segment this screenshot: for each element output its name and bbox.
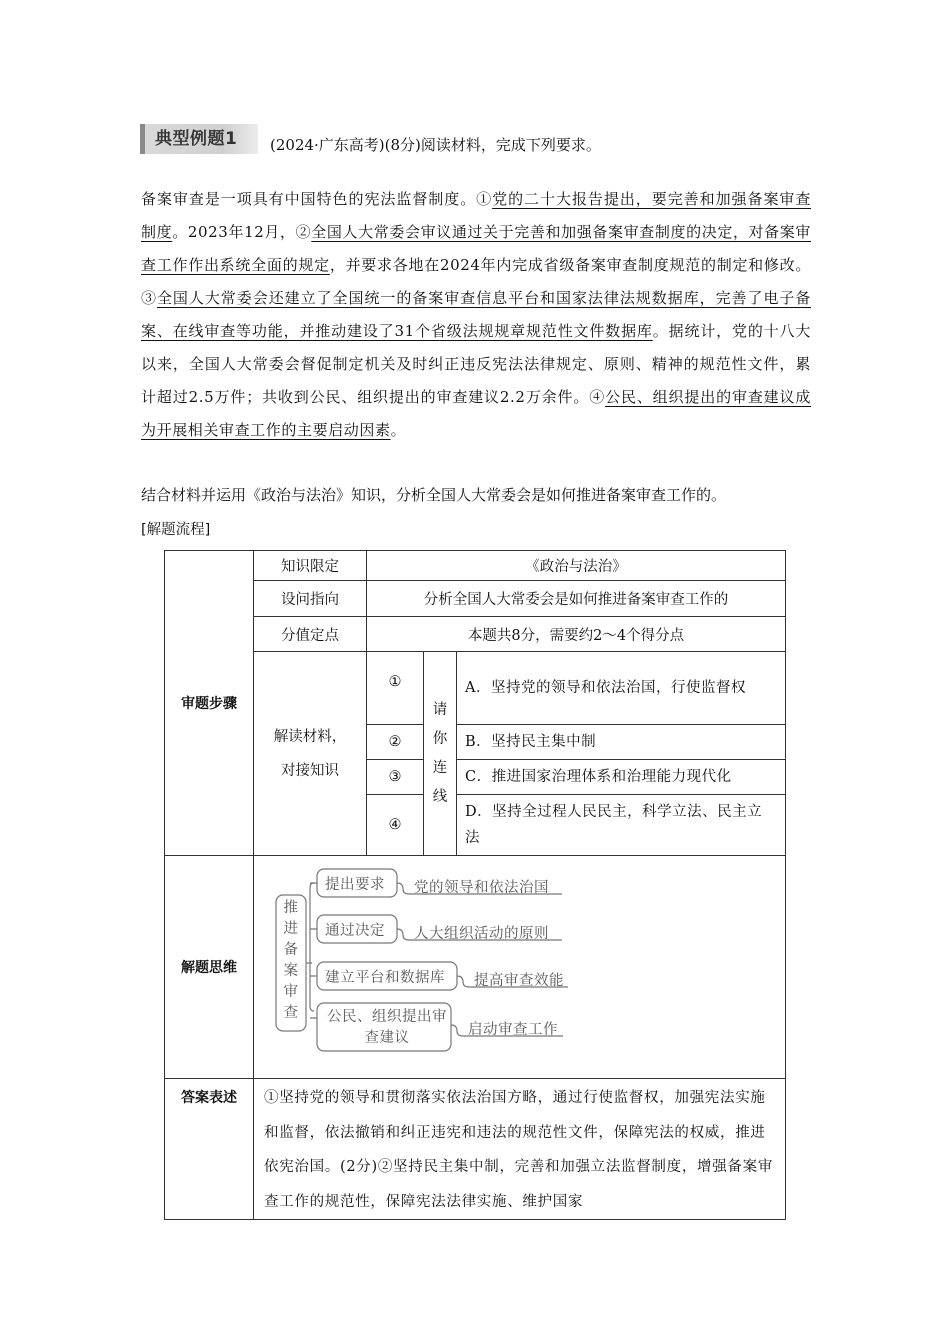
material-text: 备案审查是一项具有中国特色的宪法监督制度。① (141, 190, 493, 208)
branch-stubs (310, 883, 317, 1018)
mindmap-leaf: 人大组织活动的原则 (414, 926, 549, 942)
option-c: C．推进国家治理体系和治理能力现代化 (457, 760, 786, 795)
option-b: B．坚持民主集中制 (457, 725, 786, 760)
interpret-label: 解读材料，对接知识 (254, 652, 367, 856)
mindmap (254, 856, 785, 1078)
mindmap-node: 建立平台和数据库 (325, 970, 445, 986)
answer-text: ①坚持党的领导和贯彻落实依法治国方略，通过行使监督权，加强宪法实施和监督，依法撤销和纠正违宪和违法的规范性文件，保障宪法的权威，推进依宪治国。(2分)②坚持民主集中制，完善和加强立法监督制度，增强备案审查工作的规范性，保障宪法法律实施、维护国家 (254, 1079, 786, 1220)
material-text: ，并要求各地在2024年内完成省级备案审查制度规范的制定和修改。③ (141, 256, 811, 307)
question-prompt: 结合材料并运用《政治与法治》知识，分析全国人大常委会是如何推进备案审查工作的。 (141, 486, 727, 504)
material-paragraph (141, 183, 811, 447)
material-text: 。 (390, 421, 407, 439)
solution-flow-table (164, 550, 786, 1220)
underlined-point-2: 全国人大常委会审议通过关于完善和加强备案审查制度的决定，对备案审查工作作出系统全面的规定 (141, 223, 812, 274)
row-key: 设问指向 (254, 581, 367, 617)
row-key: 知识限定 (254, 551, 367, 581)
connect-label (424, 652, 457, 856)
material-number: ② (367, 725, 424, 760)
material-number: ③ (367, 760, 424, 795)
underlined-point-1: 党的二十大报告提出，要完善和加强备案审查制度 (141, 190, 811, 241)
question-source: (2024·广东高考)(8分)阅读材料，完成下列要求。 (270, 136, 601, 154)
row-value: 分析全国人大常委会是如何推进备案审查工作的 (367, 581, 786, 617)
example-badge: 典型例题1 (140, 124, 258, 154)
material-text: 。2023年12月，② (172, 223, 312, 241)
branch-brace (306, 883, 314, 1011)
mindmap-leaf: 启动审查工作 (468, 1022, 558, 1038)
material-number: ④ (367, 795, 424, 856)
connect-text: 请你连线 (432, 701, 448, 805)
answer-label: 答案表述 (165, 1079, 254, 1220)
row-value: 《政治与法治》 (367, 551, 786, 581)
mindmap-cell (254, 856, 786, 1079)
mindmap-node: 通过决定 (325, 923, 385, 939)
underlined-point-4: 公民、组织提出的审查建议成为开展相关审查工作的主要启动因素 (141, 388, 811, 439)
mindmap-node: 公民、组织提出审查建议 (327, 1009, 447, 1046)
row-value: 本题共8分，需要约2～4个得分点 (367, 617, 786, 652)
step-label: 审题步骤 (165, 551, 254, 856)
option-d: D．坚持全过程人民民主，科学立法、民主立法 (457, 795, 786, 856)
material-text: 。据统计，党的十八大以来，全国人大常委会督促制定机关及时纠正违反宪法法律规定、原则、精神的规范性文件，累计超过2.5万件；共收到公民、组织提出的审查建议2.2万余件。④ (141, 322, 811, 406)
mindmap-node: 提出要求 (325, 877, 385, 893)
option-a: A．坚持党的领导和依法治国，行使监督权 (457, 652, 786, 725)
mindmap-leaf: 提高审查效能 (474, 973, 564, 989)
process-label: [解题流程] (141, 522, 211, 538)
thinking-label: 解题思维 (165, 856, 254, 1079)
mindmap-leaf: 党的领导和依法治国 (414, 880, 549, 896)
material-number: ① (367, 652, 424, 725)
mindmap-root: 推进备案审查 (283, 900, 299, 1021)
row-key: 分值定点 (254, 617, 367, 652)
underlined-point-3: 全国人大常委会还建立了全国统一的备案审查信息平台和国家法律法规数据库，完善了电子备案、在线审查等功能，并推动建设了31个省级法规规章规范性文件数据库 (141, 289, 811, 340)
